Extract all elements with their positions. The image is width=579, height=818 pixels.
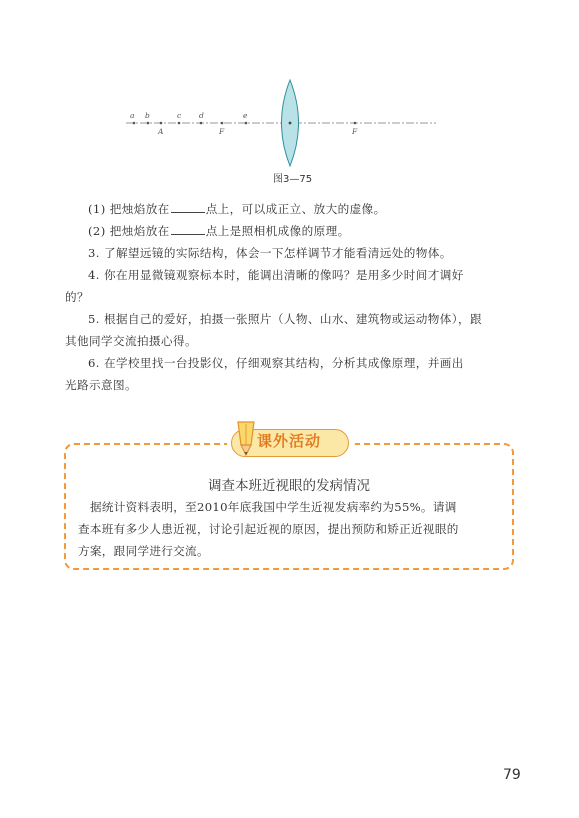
q2-answer-blank[interactable] [171, 222, 205, 235]
point-c-dot [178, 122, 181, 125]
pencil-icon [233, 419, 259, 459]
activity-line-1: 据统计资料表明，至2010年底我国中学生近视发病率约为55%。请调 [90, 500, 457, 514]
exercise-6-line-1: 6. 在学校里找一台投影仪，仔细观察其结构，分析其成像原理，并画出 [88, 356, 464, 370]
q1-text-before: (1) 把烛焰放在 [88, 202, 170, 216]
activity-badge-label: 课外活动 [257, 432, 322, 450]
point-b-label: b [145, 111, 150, 120]
q1-text-after: 点上，可以成正立、放大的虚像。 [205, 202, 386, 216]
lens-diagram [118, 76, 448, 188]
exercise-3: 3. 了解望远镜的实际结构，体会一下怎样调节才能看清远处的物体。 [88, 246, 452, 260]
point-A-label: A [158, 127, 164, 136]
lens-center-point [289, 122, 292, 125]
question-1 [88, 198, 540, 220]
point-e-label: e [243, 111, 248, 120]
point-b-dot [147, 122, 150, 125]
point-F-right-dot [354, 122, 357, 125]
figure-caption: 图3—75 [273, 174, 313, 185]
point-A-dot [160, 122, 163, 125]
page-number: 79 [503, 767, 521, 783]
activity-line-2: 查本班有多少人患近视，讨论引起近视的原因，提出预防和矫正近视眼的 [78, 522, 459, 536]
q2-text-before: (2) 把烛焰放在 [88, 224, 170, 238]
point-F-right-label: F [352, 127, 358, 136]
point-d-label: d [199, 111, 204, 120]
q1-answer-blank[interactable] [171, 200, 205, 213]
point-c-label: c [177, 111, 182, 120]
activity-line-3: 方案，跟同学进行交流。 [78, 544, 209, 558]
exercise-6-line-2: 光路示意图。 [65, 378, 137, 392]
point-a-dot [133, 122, 136, 125]
q2-text-after: 点上是照相机成像的原理。 [205, 224, 350, 238]
activity-title: 调查本班近视眼的发病情况 [208, 478, 370, 494]
point-d-dot [200, 122, 203, 125]
exercise-4-line-1: 4. 你在用显微镜观察标本时，能调出清晰的像吗？是用多少时间才调好 [88, 268, 464, 282]
exercise-4-line-2: 的？ [65, 290, 89, 304]
point-F-left-dot [221, 122, 224, 125]
point-e-dot [245, 122, 248, 125]
activity-badge [227, 425, 355, 461]
question-2 [88, 220, 540, 242]
exercise-5-line-2: 其他同学交流拍摄心得。 [65, 334, 197, 348]
point-F-left-label: F [219, 127, 225, 136]
exercise-5-line-1: 5. 根据自己的爱好，拍摄一张照片（人物、山水、建筑物或运动物体），跟 [88, 312, 482, 326]
point-a-label: a [130, 111, 135, 120]
